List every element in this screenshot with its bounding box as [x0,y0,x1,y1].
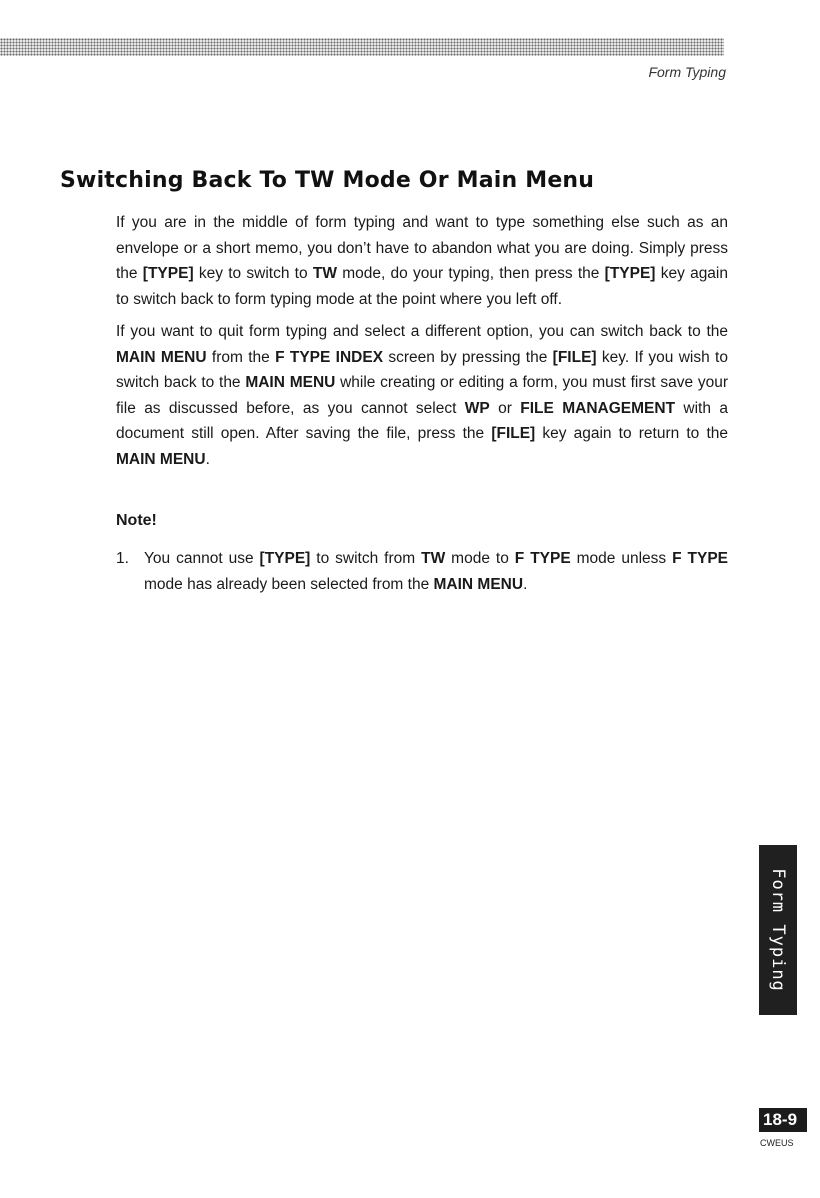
page-number: 18-9 [759,1108,807,1132]
note-list-item [116,546,728,598]
note-heading: Note! [116,512,157,529]
running-header: Form Typing [648,64,726,80]
body-paragraph: If you are in the middle of form typing and want to type something else such as an envelope or a short memo, you don’t have to abandon what you are doing. Simply press the [TYPE] key to switch to TW mode, do your typing, then press the [TYPE] key again to switch back to form typing mode at the point where you left off. [116,214,728,308]
footer-code: CWEUS [760,1138,794,1148]
note-item-text: You cannot use [TYPE] to switch from TW mode to F TYPE mode unless F TYPE mode has already been selected from the MAIN MENU. [144,550,729,593]
section-title: Switching Back To TW Mode Or Main Menu [60,168,595,193]
side-tab-label: Form Typing [768,868,788,992]
chapter-side-tab [759,845,797,1015]
header-decorative-band [0,38,724,56]
body-paragraph: If you want to quit form typing and select a different option, you can switch back to the MAIN MENU from the F TYPE INDEX screen by pressing the [FILE] key. If you wish to switch back to the MAIN MENU while creating or editing a form, you must first save your file as discussed before, as you cannot select WP or FILE MANAGEMENT with a document still open. After saving the file, press the [FILE] key again to return to the MAIN MENU. [116,323,728,468]
note-item-number: 1. [116,550,129,567]
